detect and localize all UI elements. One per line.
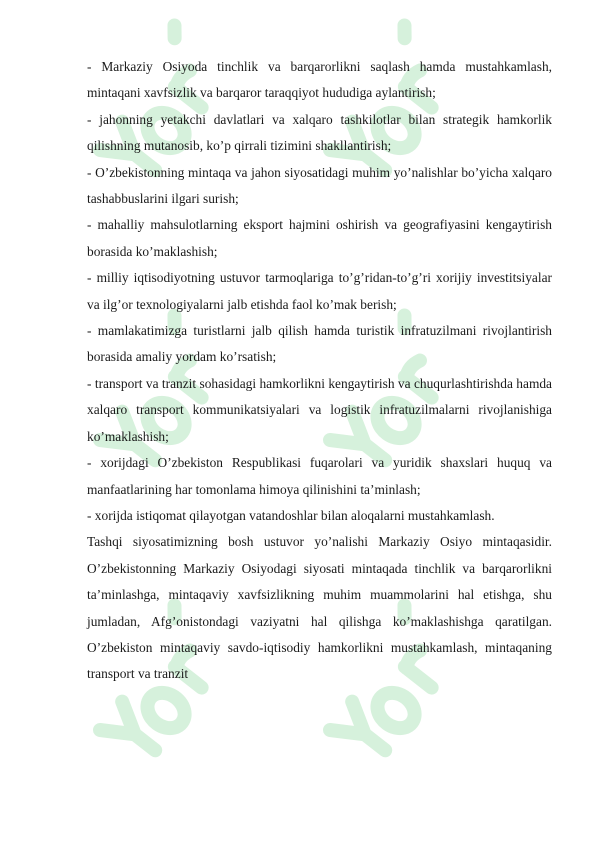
paragraph-4: - mahalliy mahsulotlarning eksport hajmini oshirish va geografiyasini kengaytirish borasida ko’maklashish; <box>87 217 552 259</box>
paragraph-10: Tashqi siyosatimizning bosh ustuvor yo’nalishi Markaziy Osiyo mintaqasidir. O’zbekistonning Markaziy Osiyodagi siyosati mintaqada tinchlik va barqarorlikni ta’minlashga, mintaqaviy xavfsizlikning muhim muammolarini hal etishga, shu jumladan, Afg’onistondagi vaziyatni hal qilishga ko’maklashishga qaratilgan. O’zbekiston mintaqaviy savdo-iqtisodiy hamkorlikni mustahkamlash, mintaqaning transport va tranzit <box>87 534 552 682</box>
paragraph-8: - xorijdagi O’zbekiston Respublikasi fuqarolari va yuridik shaxslari huquq va manfaatlarining har tomonlama himoya qilinishini ta’minlash; <box>87 455 552 497</box>
body-text <box>87 54 552 688</box>
paragraph-3: - O’zbekistonning mintaqa va jahon siyosatidagi muhim yo’nalishlar bo’yicha xalqaro tashabbuslarini ilgari surish; <box>87 164 552 207</box>
paragraph-2: - jahonning yetakchi davlatlari va xalqaro tashkilotlar bilan strategik hamkorlik qilishning mutanosib, ko’p qirrali tizimini shakllantirish; <box>87 111 552 154</box>
paragraph-9: - xorijda istiqomat qilayotgan vatandoshlar bilan aloqalarni mustahkamlash. <box>87 507 495 523</box>
paragraph-1: - Markaziy Osiyoda tinchlik va barqarorlikni saqlash hamda mustahkamlash, mintaqani xavfsizlik va barqaror taraqqiyot hududiga aylantirish; <box>87 59 552 101</box>
paragraph-5: - milliy iqtisodiyotning ustuvor tarmoqlariga to’g’ridan-to’g’ri xorijiy investitsiyalar va ilg’or texnologiyalarni jalb etishda faol ko’mak berish; <box>87 270 552 312</box>
paragraph-7: - transport va tranzit sohasidagi hamkorlikni kengaytirish va chuqurlashtirishda hamda xalqaro transport kommunikatsiyalari va logistik infratuzilmalarni rivojlanishiga ko’maklashish; <box>87 375 552 444</box>
paragraph-6: - mamlakatimizga turistlarni jalb qilish hamda turistik infratuzilmani rivojlantirish borasida amaliy yordam ko’rsatish; <box>87 323 552 365</box>
